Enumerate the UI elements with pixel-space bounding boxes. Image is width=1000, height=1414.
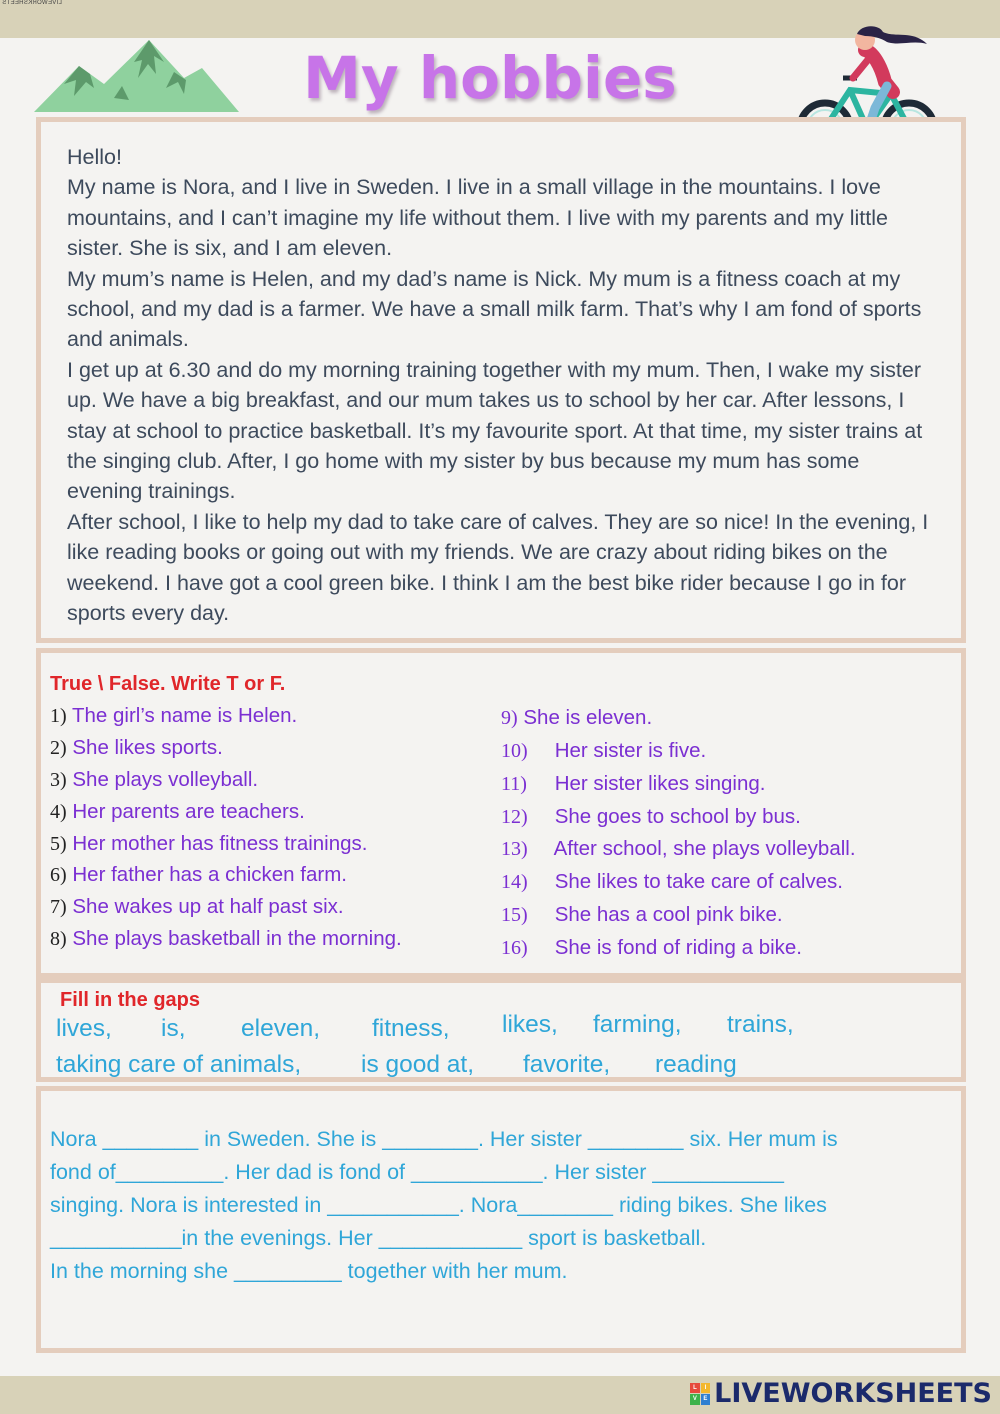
top-brand-text: LIVEWORKSHEETS — [2, 0, 62, 6]
word-bank-item: is, — [161, 1015, 186, 1042]
question-number: 3) — [50, 769, 67, 791]
question-number: 2) — [50, 737, 67, 759]
logo-letter: V — [690, 1394, 700, 1405]
word-bank-item: reading — [655, 1051, 737, 1078]
question-item[interactable] — [501, 936, 802, 960]
gap-text-line[interactable]: fond of_________. Her dad is fond of ___________. Her sister ___________ — [50, 1160, 784, 1184]
question-text: She plays basketball in the morning. — [72, 927, 402, 950]
page-title: My hobbies — [303, 44, 677, 112]
question-text: She likes sports. — [72, 736, 223, 759]
word-bank-item: likes, — [502, 1011, 558, 1038]
gap-text-box — [36, 1086, 966, 1353]
question-text: She is eleven. — [523, 706, 653, 729]
question-item[interactable] — [50, 863, 347, 887]
word-bank-item: farming, — [593, 1011, 682, 1038]
question-item[interactable] — [50, 704, 297, 728]
fill-gaps-heading: Fill in the gaps — [60, 989, 201, 1011]
word-bank-item: favorite, — [523, 1051, 611, 1078]
question-number: 7) — [50, 896, 67, 918]
true-false-heading: True \ False. Write T or F. — [50, 673, 286, 695]
question-number: 15) — [501, 904, 528, 926]
question-number: 4) — [50, 801, 67, 823]
story-paragraph: I get up at 6.30 and do my morning training together with my mum. Then, I wake my sister up. We have a big breakfast, and our mum takes us to school by her car. After lessons, I stay at school to practice basketball. It’s my favourite sport. At that time, my sister trains at the singing club. After, I go home with my sister by bus because my mum has some evening trainings. — [67, 357, 923, 504]
mountain-icon — [34, 38, 239, 114]
question-number: 11) — [501, 773, 527, 795]
question-number: 1) — [50, 705, 67, 727]
brand-name: LIVEWORKSHEETS — [714, 1378, 992, 1409]
question-item[interactable] — [501, 837, 856, 861]
question-item[interactable] — [501, 706, 652, 730]
question-item[interactable] — [50, 895, 344, 919]
question-item[interactable] — [50, 800, 305, 824]
logo-letter: L — [690, 1383, 700, 1394]
question-item[interactable] — [50, 927, 402, 951]
question-text: Her father has a chicken farm. — [72, 863, 347, 886]
gap-text-line[interactable]: singing. Nora is interested in ___________. Nora________ riding bikes. She likes — [50, 1193, 827, 1217]
story-paragraph: My name is Nora, and I live in Sweden. I live in a small village in the mountains. I love mountains, and I can’t imagine my life without them. I live with my parents and my little sister. She is six, and I am eleven. — [67, 175, 888, 261]
footer-brand[interactable] — [690, 1378, 992, 1409]
brand-logo-icon — [690, 1383, 710, 1405]
question-number: 13) — [501, 838, 528, 860]
question-number: 9) — [501, 707, 518, 729]
gap-text-line[interactable]: ___________in the evenings. Her ____________ sport is basketball. — [50, 1226, 707, 1250]
word-bank-item: is good at, — [361, 1051, 475, 1078]
word-bank-item: eleven, — [241, 1015, 321, 1042]
question-text: She likes to take care of calves. — [554, 870, 843, 893]
question-item[interactable] — [50, 768, 258, 792]
story-paragraph: Hello! — [67, 145, 122, 169]
question-text: She plays volleyball. — [72, 768, 259, 791]
question-number: 8) — [50, 928, 67, 950]
logo-letter: E — [701, 1394, 711, 1405]
question-text: Her sister likes singing. — [554, 772, 766, 795]
true-false-box — [36, 648, 966, 978]
word-bank-box — [36, 978, 966, 1082]
word-bank-item: fitness, — [372, 1015, 450, 1042]
question-text: After school, she plays volleyball. — [553, 837, 856, 860]
question-text: Her parents are teachers. — [72, 800, 305, 823]
gap-text-line[interactable]: In the morning she _________ together with her mum. — [50, 1259, 568, 1283]
word-bank-item: taking care of animals, — [56, 1051, 302, 1078]
question-item[interactable] — [501, 870, 843, 894]
question-number: 6) — [50, 864, 67, 886]
question-text: Her mother has fitness trainings. — [72, 832, 368, 855]
question-text: She wakes up at half past six. — [72, 895, 344, 918]
question-number: 10) — [501, 740, 528, 762]
story-box — [36, 117, 966, 643]
question-text: She has a cool pink bike. — [554, 903, 783, 926]
question-item[interactable] — [50, 832, 367, 856]
gap-text-line[interactable]: Nora ________ in Sweden. She is ________. Her sister ________ six. Her mum is — [50, 1127, 838, 1151]
word-bank-item: lives, — [56, 1015, 112, 1042]
story-paragraph: After school, I like to help my dad to take care of calves. They are so nice! In the evening, I like reading books or going out with my friends. We are crazy about riding bikes on the weekend. I have got a cool green bike. I think I am the best bike rider because I go in for sports every day. — [67, 509, 929, 626]
question-text: The girl’s name is Helen. — [72, 704, 298, 727]
question-item[interactable] — [50, 736, 223, 760]
question-text: She goes to school by bus. — [554, 805, 801, 828]
question-number: 12) — [501, 806, 528, 828]
question-number: 5) — [50, 833, 67, 855]
question-text: Her sister is five. — [554, 739, 707, 762]
question-text: She is fond of riding a bike. — [554, 936, 802, 959]
logo-letter: I — [701, 1383, 711, 1394]
question-number: 16) — [501, 937, 528, 959]
question-item[interactable] — [501, 772, 765, 796]
question-item[interactable] — [501, 805, 801, 829]
question-item[interactable] — [501, 739, 706, 763]
word-bank-item: trains, — [727, 1011, 794, 1038]
question-number: 14) — [501, 871, 528, 893]
question-item[interactable] — [501, 903, 783, 927]
story-paragraph: My mum’s name is Helen, and my dad’s name is Nick. My mum is a fitness coach at my school, and my dad is a farmer. We have a small milk farm. That’s why I am fond of sports and animals. — [67, 266, 922, 352]
